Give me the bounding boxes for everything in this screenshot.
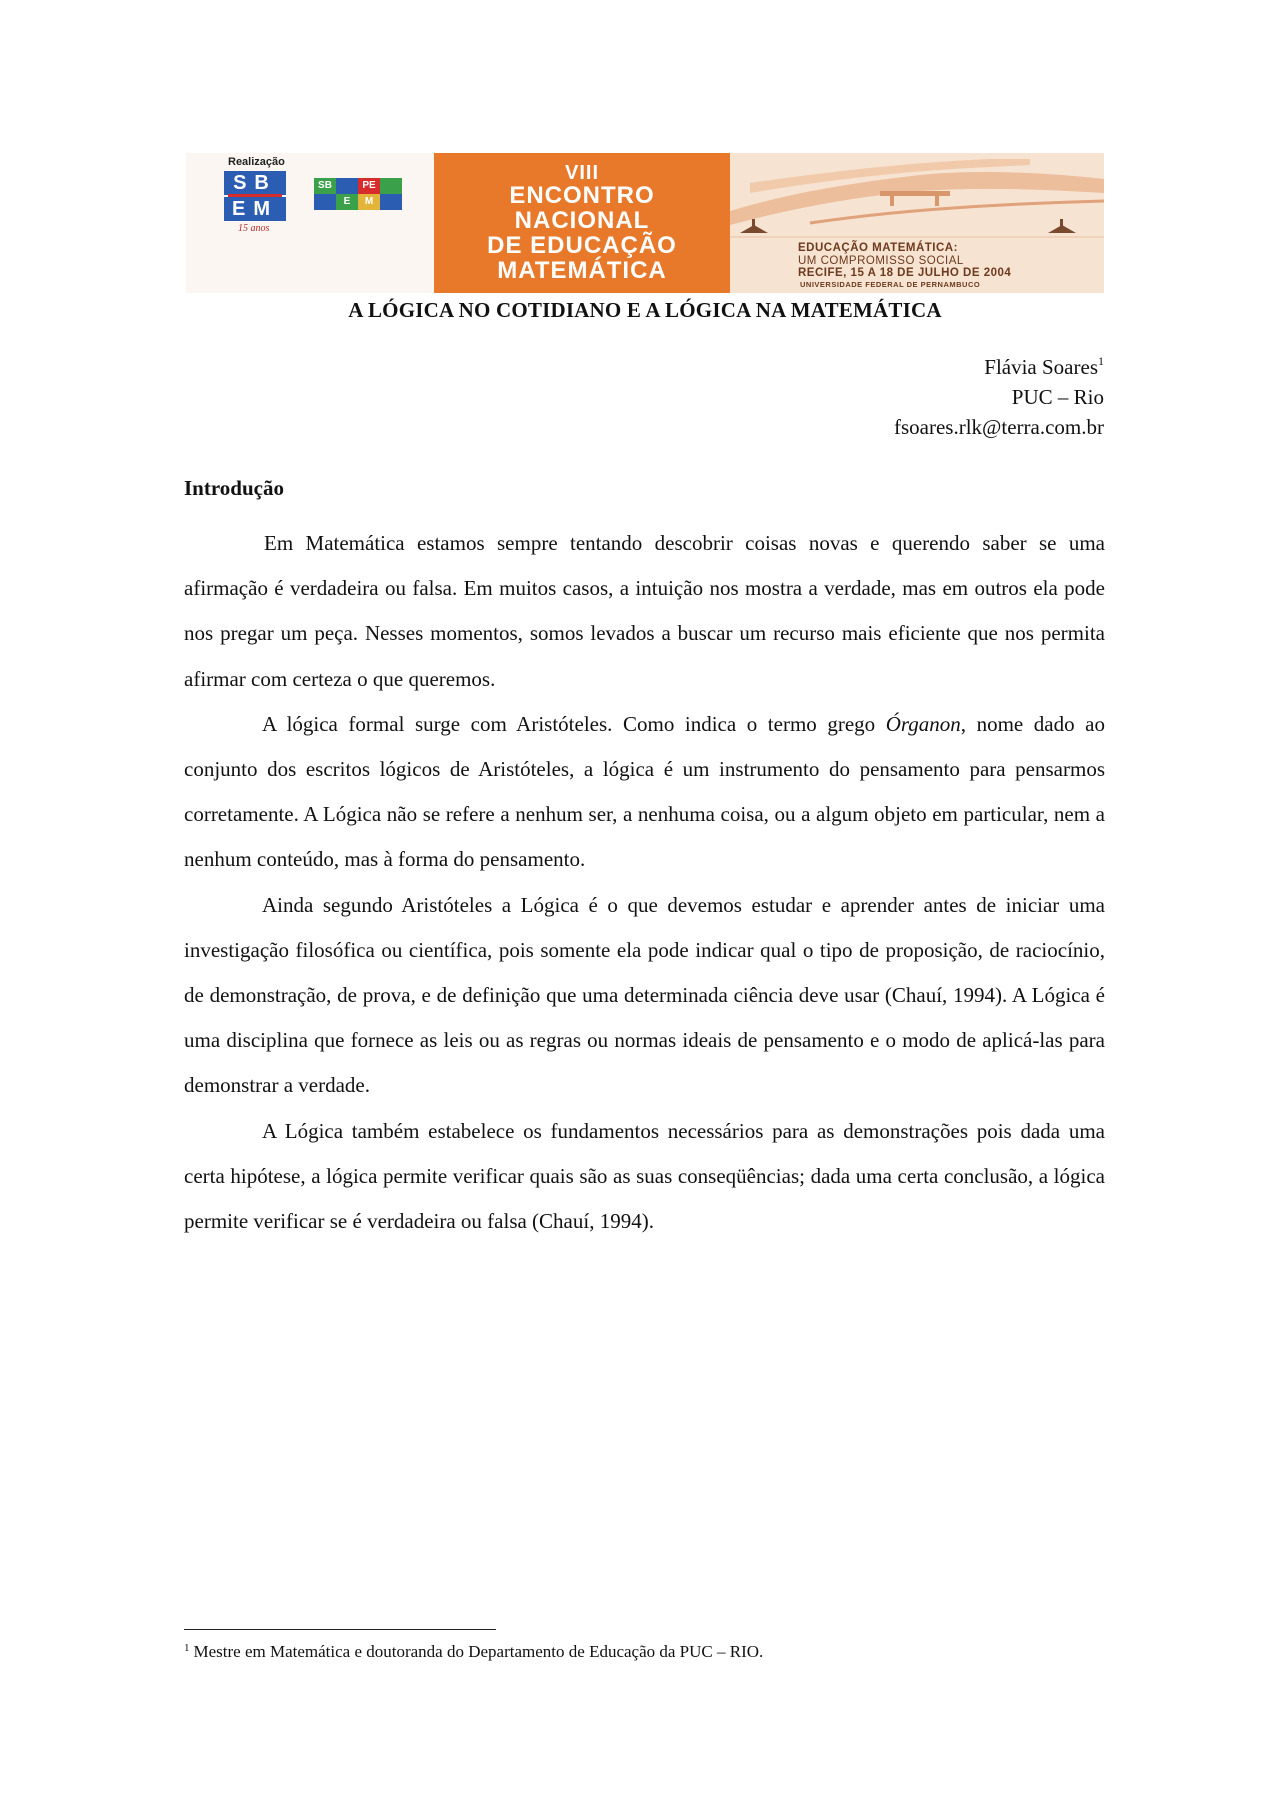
footnote-divider — [184, 1629, 496, 1630]
event-name-line: MATEMÁTICA — [497, 257, 667, 284]
sbempe-logo — [314, 178, 404, 212]
paragraph: Ainda segundo Aristóteles a Lógica é o que devemos estudar e aprender antes de iniciar uma investigação filosófica ou científica, pois somente ela pode indicar qual o tipo de proposição, de raciocínio, de demonstração, de prova, e de definição que uma determinada ciência deve usar (Chauí, 1994). A Lógica é uma disciplina que fornece as leis ou as regras ou normas ideais de pensamento e o modo de aplicá-las para demonstrar a verdade. — [184, 892, 1105, 1098]
footnote-text: Mestre em Matemática e doutoranda do Departamento de Educação da PUC – RIO. — [193, 1642, 764, 1661]
author-block — [894, 352, 1104, 442]
sbempe-cell: E — [336, 194, 358, 210]
sbempe-cell: PE — [358, 178, 380, 194]
sbempe-cell — [380, 194, 402, 210]
banner-university: UNIVERSIDADE FEDERAL DE PERNAMBUCO — [800, 280, 981, 289]
realizacao-label: Realização — [228, 156, 285, 168]
sbem-logo-top: SB — [224, 171, 286, 195]
banner-subtitle: EDUCAÇÃO MATEMÁTICA: — [798, 242, 958, 254]
sbempe-cell — [336, 178, 358, 194]
body-text — [184, 521, 1105, 1244]
sbempe-cell: M — [358, 194, 380, 210]
paragraph-segment: , nome dado ao conjunto dos escritos lógicos de Aristóteles, a lógica é um instrumento do pensamento para pensarmos corretamente. A Lógica não se refere a nenhum ser, a nenhuma coisa, ou a algum objeto em particular, nem a nenhum conteúdo, mas à forma do pensamento. — [184, 711, 1105, 872]
author-name-line — [894, 352, 1104, 382]
sbempe-cell — [380, 178, 402, 194]
paper-title: A LÓGICA NO COTIDIANO E A LÓGICA NA MATEMÁTICA — [348, 298, 942, 322]
paragraph: A Lógica também estabelece os fundamentos necessários para as demonstrações pois dada uma certa hipótese, a lógica permite verificar quais são as suas conseqüências; dada uma certa conclusão, a lógica permite verificar se é verdadeira ou falsa (Chauí, 1994). — [184, 1118, 1105, 1234]
event-banner — [186, 153, 1104, 293]
italic-term: Órganon — [885, 711, 961, 736]
event-edition: VIII — [564, 162, 599, 184]
sbempe-cell: SB — [314, 178, 336, 194]
event-name-panel — [434, 153, 730, 293]
sbempe-cell — [314, 194, 336, 210]
sbem-anos-label: 15 anos — [238, 223, 270, 234]
section-heading: Introdução — [184, 476, 284, 500]
author-footnote-marker: 1 — [1098, 354, 1104, 368]
author-institution: PUC – Rio — [1011, 385, 1104, 409]
event-name-line: ENCONTRO — [509, 182, 655, 209]
sbem-logo-bottom: EM — [224, 197, 286, 221]
event-name-line: NACIONAL — [514, 207, 650, 234]
author-email: fsoares.rlk@terra.com.br — [894, 415, 1104, 439]
footnote-marker: 1 — [184, 1642, 190, 1654]
footnote — [184, 1642, 763, 1662]
banner-event-dates: RECIFE, 15 A 18 DE JULHO DE 2004 — [798, 267, 1012, 279]
paragraph — [184, 702, 1105, 883]
banner-illustration-panel — [730, 153, 1104, 293]
banner-logos-area — [186, 153, 434, 293]
paragraph-segment: A lógica formal surge com Aristóteles. Como indica o termo grego — [262, 711, 886, 736]
paragraph: Em Matemática estamos sempre tentando descobrir coisas novas e querendo saber se uma afirmação é verdadeira ou falsa. Em muitos casos, a intuição nos mostra a verdade, mas em outros ela pode nos pregar um peça. Nesses momentos, somos levados a buscar um recurso mais eficiente que nos permita afirmar com certeza o que queremos. — [184, 531, 1105, 691]
event-name-line: DE EDUCAÇÃO — [487, 232, 677, 259]
author-name: Flávia Soares — [984, 355, 1098, 379]
sbem-logo — [224, 171, 286, 225]
banner-subtitle: UM COMPROMISSO SOCIAL — [798, 255, 964, 267]
